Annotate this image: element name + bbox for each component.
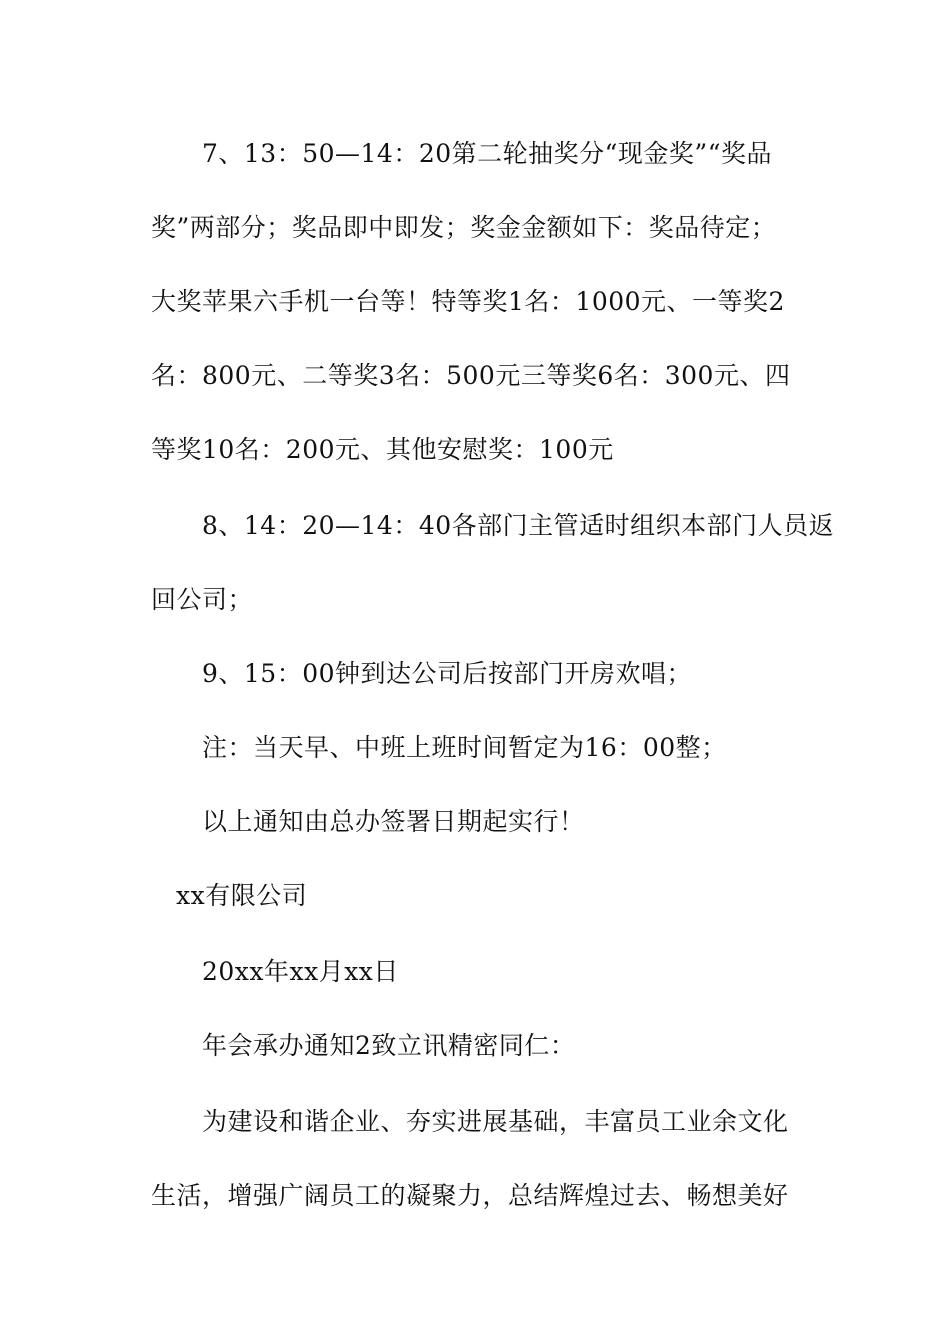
company-name: xx有限公司 bbox=[176, 881, 308, 910]
paragraph-line: 回公司； bbox=[151, 585, 254, 614]
paragraph-line: 8、14：20—14：40各部门主管适时组织本部门人员返 bbox=[202, 511, 835, 540]
paragraph-line: 7、13：50—14：20第二轮抽奖分“现金奖”“奖品 bbox=[202, 139, 772, 168]
paragraph-line: 等奖10名：200元、其他安慰奖：100元 bbox=[151, 435, 614, 464]
notice-title: 年会承办通知2致立讯精密同仁： bbox=[202, 1031, 576, 1060]
paragraph-line: 奖”两部分；奖品即中即发；奖金金额如下：奖品待定； bbox=[151, 213, 777, 242]
paragraph-line: 大奖苹果六手机一台等！特等奖1名：1000元、一等奖2 bbox=[151, 287, 785, 316]
date-line: 20xx年xx月xx日 bbox=[202, 957, 399, 986]
paragraph-line: 以上通知由总办签署日期起实行！ bbox=[202, 807, 585, 836]
paragraph-line: 名：800元、二等奖3名：500元三等奖6名：300元、四 bbox=[151, 361, 791, 390]
paragraph-line: 为建设和谐企业、夯实进展基础，丰富员工业余文化 bbox=[202, 1107, 789, 1136]
paragraph-line: 9、15：00钟到达公司后按部门开房欢唱； bbox=[202, 659, 693, 688]
paragraph-line: 生活，增强广阔员工的凝聚力，总结辉煌过去、畅想美好 bbox=[151, 1181, 789, 1210]
note-line: 注：当天早、中班上班时间暂定为16：00整； bbox=[202, 733, 727, 762]
